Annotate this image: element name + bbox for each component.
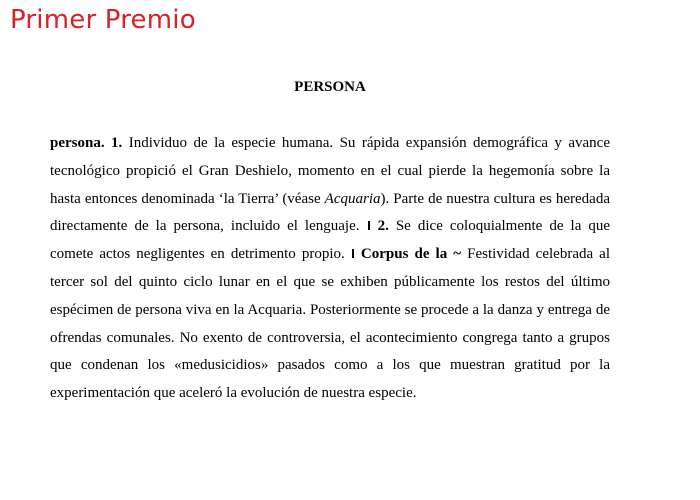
subentry-label: Corpus de la ~ — [360, 246, 462, 263]
award-title: Primer Premio — [10, 5, 196, 35]
dictionary-definition — [50, 130, 610, 408]
sense-separator — [368, 221, 370, 230]
sense-2-number: 2. — [377, 218, 389, 235]
sense-1-number: 1. — [111, 135, 123, 151]
sense-separator — [352, 249, 354, 258]
sense-1-text: Individuo de la especie humana. Su rápida expansión demográfica y avance tecnológico propició el Gran Deshielo, momento en el cual pierde la hegemonía sobre la hasta entonces denominada ‘la Tierra’ (véase — [50, 135, 610, 207]
subentry-text: Festividad celebrada al tercer sol del quinto ciclo lunar en el que se exhiben públicamente los restos del último espécimen de persona viva en la Acquaria. Posteriormente se procede a la danza y entrega de ofrendas comunales. No exento de controversia, el acontecimiento congrega tanto a grupos que condenan los «medusicidios» pasados como a los que muestran gratitud por la experimentación que aceleró la evolución de nuestra especie. — [50, 246, 611, 402]
sense-1-text-continued: ). Parte de nuestra cultura es heredada directamente de la persona, incluido el lenguaje. — [50, 190, 610, 235]
cross-reference: Acquaria — [324, 190, 381, 207]
headword: persona. — [50, 135, 105, 151]
entry-heading: PERSONA — [294, 79, 366, 95]
sense-2-text: Se dice coloquialmente de la que comete actos negligentes en detrimento propio. — [50, 218, 611, 263]
